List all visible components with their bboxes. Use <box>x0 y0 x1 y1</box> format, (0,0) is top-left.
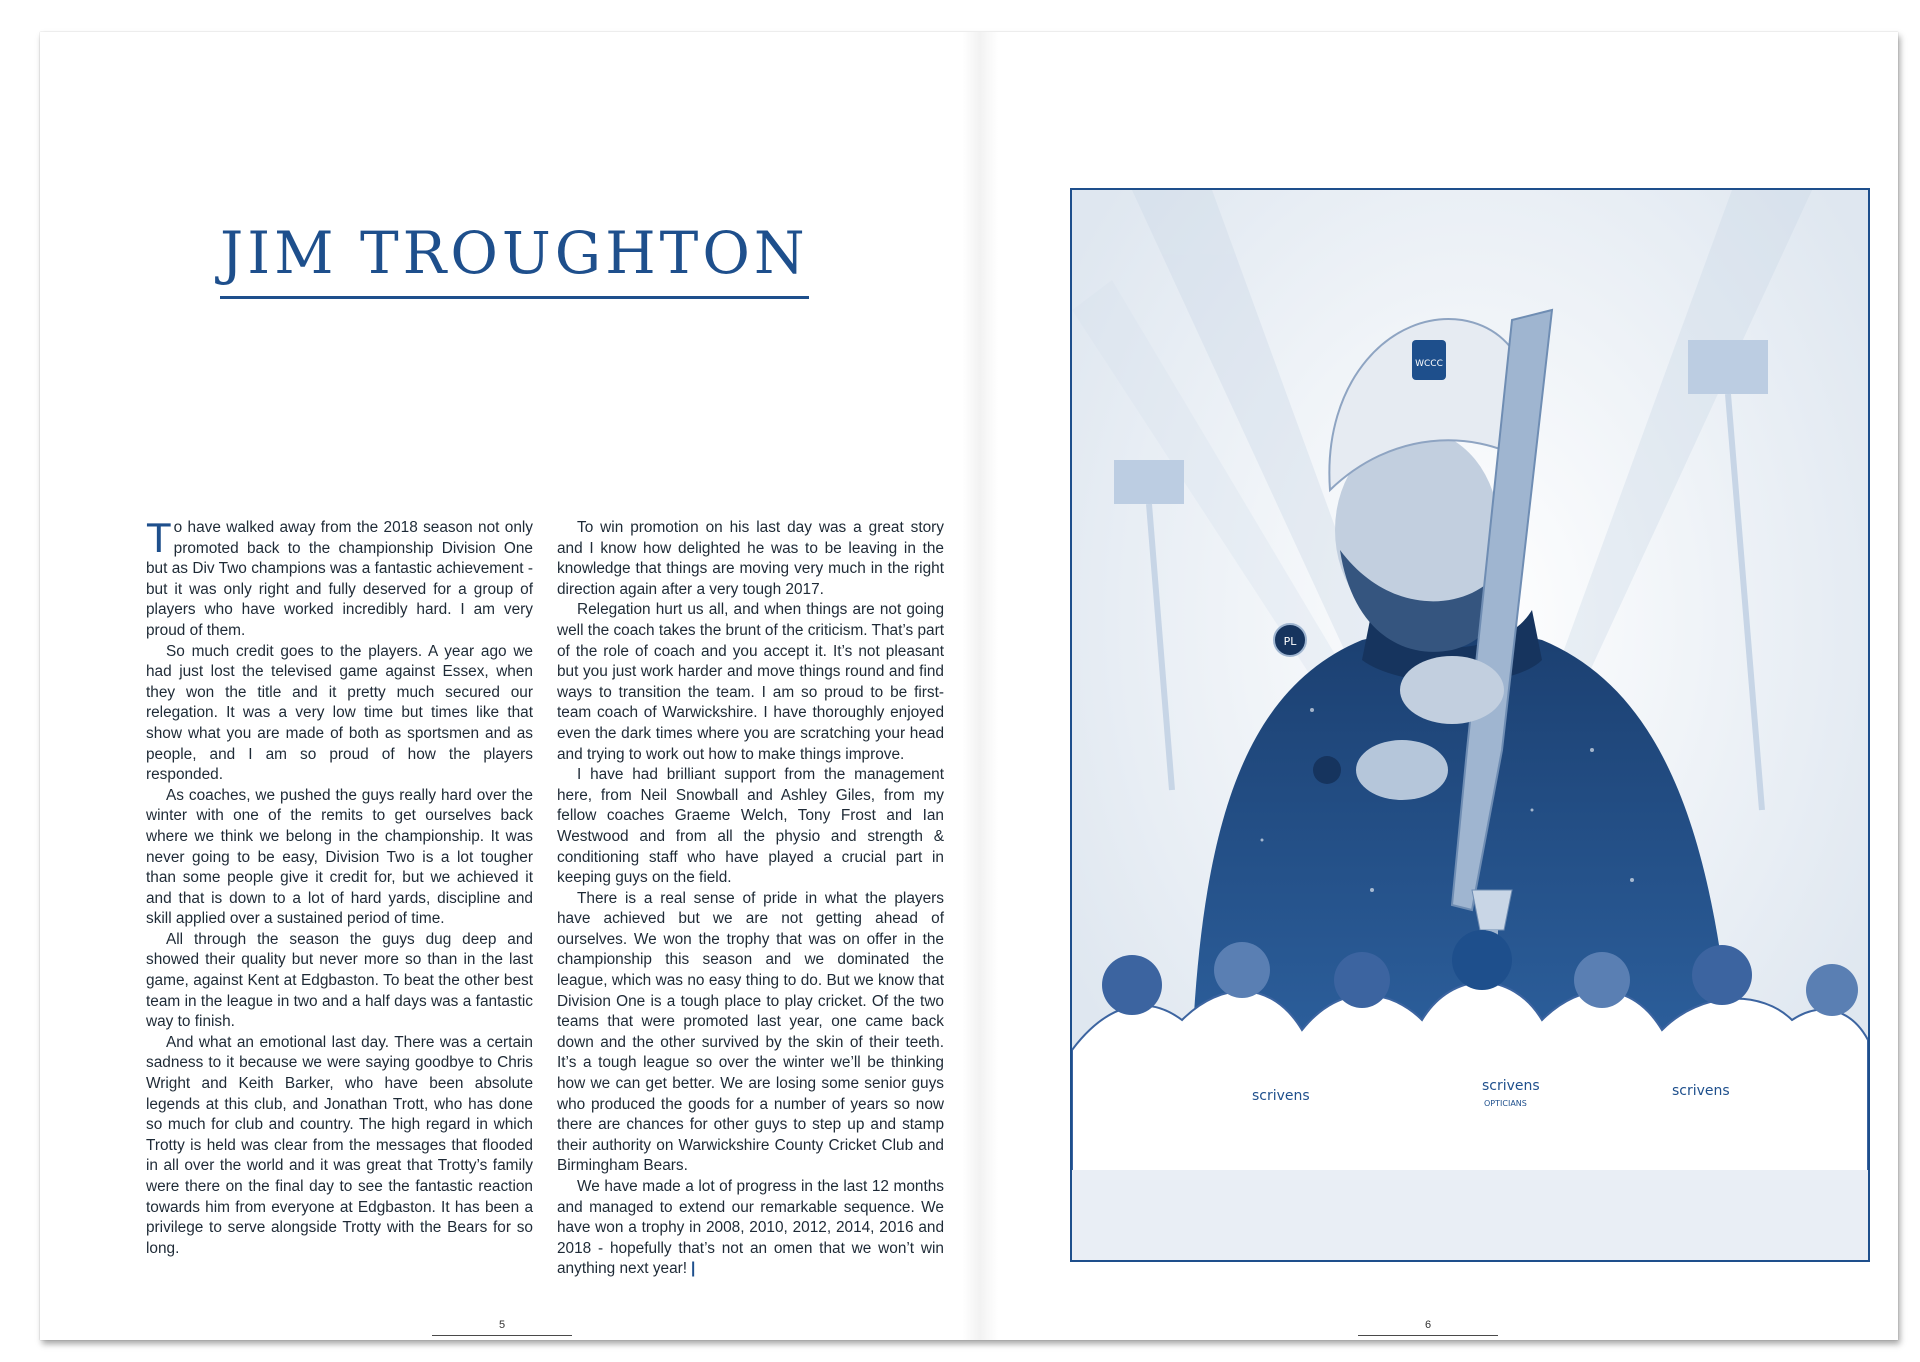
page-number-right: 6 <box>1358 1318 1498 1336</box>
page-number-left: 5 <box>432 1318 572 1336</box>
shirt-sponsor: scrivens <box>1252 1088 1310 1104</box>
drop-cap: T <box>146 514 172 561</box>
article-paragraph: To have walked away from the 2018 season not only promoted back to the championship Division One but as Div Two champions was a fantastic achievement - but it was only right and fully deserved for a group of players who have worked incredibly hard. I am very proud of them. <box>146 514 533 639</box>
article-title: JIM TROUGHTON <box>220 224 809 299</box>
article-paragraph: We have made a lot of progress in the last 12 months and managed to extend our remarkable sequence. We have won a trophy in 2008, 2010, 2012, 2014, 2016 and 2018 - hopefully that’s not an omen that we won’t win anything next year! | <box>557 1178 944 1278</box>
coach-photo <box>1070 188 1870 1262</box>
end-mark: | <box>691 1260 696 1278</box>
duotone-illustration <box>1072 190 1868 1260</box>
svg-text:WCCC: WCCC <box>1415 359 1443 369</box>
magazine-spread <box>40 32 1898 1340</box>
watch-icon <box>1313 756 1341 784</box>
shirt-sponsor-sub: OPTICIANS <box>1484 1099 1527 1108</box>
article-paragraph: So much credit goes to the players. A year ago we had just lost the televised game against Essex, when they won the title and it pretty much secured our relegation. It was a very low time but times like that show what you are made of both as sportsmen and as people, and I am so proud of how the players responded. <box>146 642 533 784</box>
article-paragraph: All through the season the guys dug deep and showed their quality but never more so than in the last game, against Kent at Edgbaston. To beat the other best team in the league in two and a half days was a fantastic way to finish. <box>146 930 533 1031</box>
article-paragraph: I have had brilliant support from the management here, from Neil Snowball and Ashley Giles, from my fellow coaches Graeme Welch, Tony Frost and Ian Westwood and from all the physio and strength & conditioning staff who have played a crucial part in keeping guys on the field. <box>557 766 944 887</box>
article-paragraph: And what an emotional last day. There was a certain sadness to it because we were saying goodbye to Chris Wright and Keith Barker, who have been absolute legends at this club, and Jonathan Trott, who has done so much for club and country. The high regard in which Trotty is held was clear from the messages that flooded in all over the world and it was great that Trotty’s family were there on the final day to see the fantastic reaction towards him from everyone at Edgbaston. It has been a privilege to serve alongside Trotty with the Bears for so long. <box>146 1033 533 1257</box>
article-paragraph: As coaches, we pushed the guys really hard over the winter with one of the remits to get ourselves back where we think we belong in the championship. It was never going to be easy, Division Two is a lot tougher than some people give it credit for, but we achieved it and that is down to a lot of hard yards, discipline and skill applied over a sustained period of time. <box>146 786 533 928</box>
beanie-badge-icon <box>1412 340 1446 380</box>
shirt-sponsor: scrivens <box>1672 1083 1730 1099</box>
article-body <box>146 514 944 1288</box>
shirt-sponsor: scrivens <box>1482 1078 1540 1094</box>
coach-hand-lower <box>1356 740 1448 800</box>
coach-hand-upper <box>1400 656 1504 724</box>
page-gutter <box>962 32 998 1340</box>
article-paragraph: To win promotion on his last day was a great story and I know how delighted he was to be leaving in the knowledge that things are moving very much in the right direction again after a very tough 2017. <box>557 519 944 598</box>
article-paragraph: There is a real sense of pride in what the players have achieved but we are not getting ahead of ourselves. We won the trophy that was on offer in the championship this season and we dominated the league, which was no easy thing to do. But we know that Division One is a tough place to play cricket. Of the two teams that were promoted last year, one came back down and the other survived by the skin of their teeth. It’s a tough league so over the winter we’ll be thinking how we can get better. We are losing some senior guys who produced the goods for a number of years so now there are chances for other guys to step up and stamp their authority on Warwickshire County Cricket Club and Birmingham Bears. <box>557 889 944 1175</box>
article-paragraph: Relegation hurt us all, and when things are not going well the coach takes the brunt of the criticism. That’s part of the role of coach and you accept it. It’s not pleasant but you just work harder and move things round and find ways to transition the team. I am so proud to be first-team coach of Warwickshire. I have thoroughly enjoyed even the dark times where you are scratching your head and trying to work out how to make things improve. <box>557 601 944 763</box>
svg-text:PL: PL <box>1283 635 1297 648</box>
